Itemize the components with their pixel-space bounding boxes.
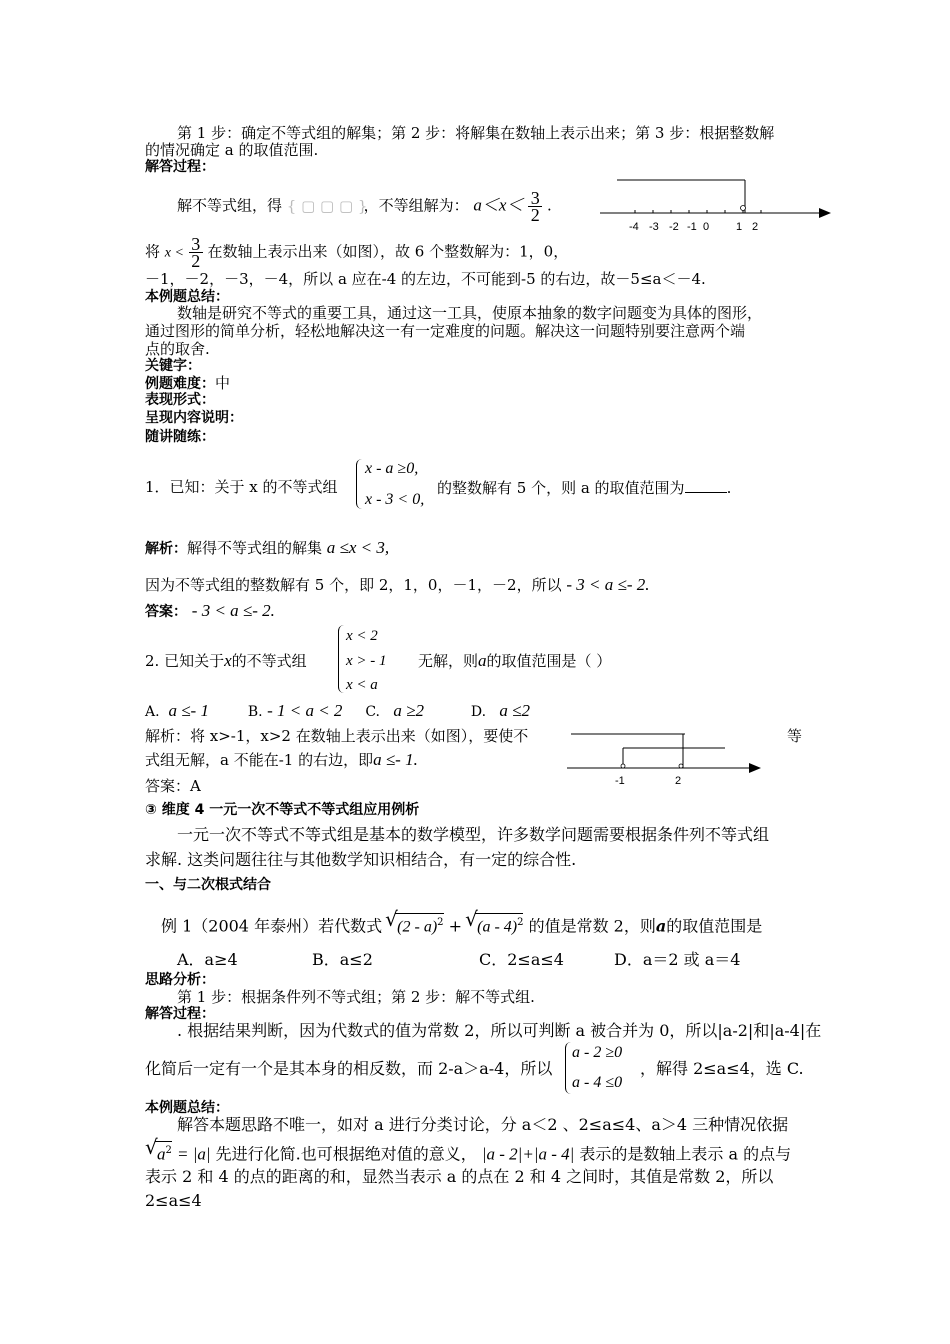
q2-explain-2: 式组无解，a 不能在-1 的右边，即a ≤- 1. — [145, 750, 418, 769]
q2-option-a[interactable]: A. a ≤- 1 — [145, 701, 209, 720]
radical-a2: √ $a^2$ — [145, 1135, 172, 1164]
solution-line-2: 化简后一定有一个是其本身的相反数，而 2-a＞a-4，所以 — [145, 1059, 553, 1078]
q2-sys-2: x > - 1 — [346, 653, 387, 669]
q2-sys-1: x < 2 — [346, 628, 378, 644]
example-1: 例 1（2004 年泰州）若代数式 √ (2 - a)$^2$ + √ (a - 4)$^2$ 的值是常数 2，则a的取值范围是 — [161, 907, 763, 936]
q1-sys-2: x - 3 < 0, — [365, 491, 425, 508]
q1-brace — [356, 459, 363, 509]
q2-option-d[interactable]: D. a ≤2 — [470, 701, 531, 720]
axis-label: 2 — [752, 221, 759, 233]
heading-content: 呈现内容说明： — [145, 410, 243, 426]
fraction-three-halves-2: $\frac{3}{2}$ — [189, 236, 203, 269]
q2-explain-1-end: 等 — [787, 727, 803, 745]
radical-1: √ (2 - a)$^2$ — [385, 907, 444, 936]
heading-keywords: 关键字： — [145, 358, 201, 374]
heading-idea: 思路分析： — [145, 972, 215, 988]
sol-brace — [565, 1042, 572, 1094]
section-title: ③ 维度 4 一元一次不等式不等式组应用例析 — [145, 802, 420, 818]
heading-answer-process-2: 解答过程： — [145, 1006, 215, 1022]
sol-sys-1: a - 2 ≥0 — [572, 1044, 623, 1061]
summary-line-1: 数轴是研究不等式的重要工具，通过这一工具，使原本抽象的数字问题变为具体的图形， — [177, 304, 763, 322]
axis-label: -4 — [629, 221, 639, 233]
q1-sys-1: x - a ≥0, — [365, 460, 419, 477]
axis-label: -1 — [615, 775, 625, 787]
axis-label: -2 — [669, 221, 679, 233]
solve-line: 解不等式组，得 { ▢ ▢ ▢ } ，不等组解为： a＜x＜ $\frac{3}{2}$ . — [177, 188, 552, 225]
summary2-line-1: 解答本题思路不唯一，如对 a 进行分类讨论，分 a＜2 、2≤a≤4、a＞4 三种情况依据 — [177, 1115, 789, 1134]
q1-answer: 答案： - 3 < a ≤- 2. — [145, 601, 275, 620]
idea-line: 第 1 步：根据条件列不等式组；第 2 步：解不等式组. — [177, 988, 535, 1006]
heading-summary-2: 本例题总结： — [145, 1100, 229, 1116]
q2-prefix: 2. 已知关于x的不等式组 — [145, 651, 307, 670]
radical-2: √ (a - 4)$^2$ — [465, 907, 524, 936]
ex-option-b[interactable]: B．a≤2 — [312, 950, 373, 969]
axis-label: 0 — [703, 221, 710, 233]
axis-label: -3 — [649, 221, 659, 233]
sol-sys-2: a - 4 ≤0 — [572, 1074, 623, 1091]
difficulty-line: 例题难度：中 — [145, 374, 231, 392]
answer-blank — [685, 478, 727, 493]
summary-line-2: 通过图形的简单分析，轻松地解决这一有一定难度的问题。解决这一问题特别要注意两个端 — [145, 322, 746, 340]
summary2-line-2: √ $a^2 = |a|$ 先进行化简.也可根据绝对值的意义， |a - 2|+|a - 4| 表示的是数轴上表示 a 的点与 — [145, 1135, 792, 1164]
solution-line-1: . 根据结果判断，因为代数式的值为常数 2，所以可判断 a 被合并为 0，所以|a-2|和|a-4|在 — [177, 1021, 822, 1040]
q1-analysis-2: 因为不等式组的整数解有 5 个，即 2，1，0，－1，－2，所以 - 3 < a ≤- 2. — [145, 575, 650, 594]
number-line-1 — [595, 170, 835, 238]
q1-suffix: 的整数解有 5 个，则 a 的取值范围为 . — [437, 479, 732, 497]
heading-answer-process: 解答过程： — [145, 159, 215, 175]
intro-line-2: 求解. 这类问题往往与其他数学知识相结合，有一定的综合性. — [145, 850, 577, 869]
axis-label: 2 — [675, 775, 682, 787]
q2-sys-3: x < a — [346, 677, 378, 693]
heading-practice: 随讲随练： — [145, 429, 215, 445]
step-line-1: 第 1 步：确定不等式组的解集；第 2 步：将解集在数轴上表示出来；第 3 步：根据整数解 — [177, 124, 775, 142]
axis-label: -1 — [687, 221, 697, 233]
fraction-three-halves: $\frac{3}{2}$ — [528, 190, 542, 223]
intro-line-1: 一元一次不等式不等式组是基本的数学模型，许多数学问题需要根据条件列不等式组 — [177, 825, 770, 844]
q1-prefix: 1．已知：关于 x 的不等式组 — [145, 478, 338, 496]
heading-summary: 本例题总结： — [145, 289, 229, 305]
axis-label: 1 — [736, 221, 743, 233]
q2-option-c[interactable]: C. a ≥2 — [365, 701, 424, 720]
heading-form: 表现形式： — [145, 392, 215, 408]
q2-options — [145, 702, 530, 721]
q2-brace — [338, 625, 345, 693]
line-5: －1，－2，－3，－4，所以 a 应在-4 的左边，不可能到-5 的右边，故－5≤a＜－4. — [145, 270, 706, 288]
summary-line-3: 点的取舍. — [145, 340, 210, 358]
ex-option-a[interactable]: A．a≥4 — [177, 950, 238, 969]
ex-option-c[interactable]: C．2≤a≤4 — [479, 950, 564, 969]
q2-answer: 答案：A — [145, 777, 201, 795]
number-line-2 — [565, 728, 765, 788]
line-4: 将 x < $\frac{3}{2}$ 在数轴上表示出来（如图），故 6 个整数解为：1，0， — [145, 234, 569, 271]
q2-option-b[interactable]: B. - 1 < a < 2 — [247, 701, 343, 720]
solution-line-2-end: ，解得 2≤a≤4，选 C. — [640, 1059, 804, 1078]
step-line-2: 的情况确定 a 的取值范围. — [145, 141, 319, 159]
q2-explain-1: 解析：将 x>-1，x>2 在数轴上表示出来（如图），要使不 — [145, 727, 529, 745]
summary2-line-4: 2≤a≤4 — [145, 1191, 202, 1210]
subsection-title: 一、与二次根式结合 — [145, 877, 271, 893]
system-placeholder: { ▢ ▢ ▢ } — [286, 196, 368, 215]
ex-option-d[interactable]: D．a＝2 或 a＝4 — [614, 950, 741, 969]
summary2-line-3: 表示 2 和 4 的点的距离的和，显然当表示 a 的点在 2 和 4 之间时，其值是常数 2，所以 — [145, 1167, 774, 1186]
q1-analysis: 解析：解得不等式组的解集 a ≤x < 3, — [145, 538, 390, 557]
q2-suffix: 无解，则a的取值范围是（ ） — [418, 651, 612, 670]
